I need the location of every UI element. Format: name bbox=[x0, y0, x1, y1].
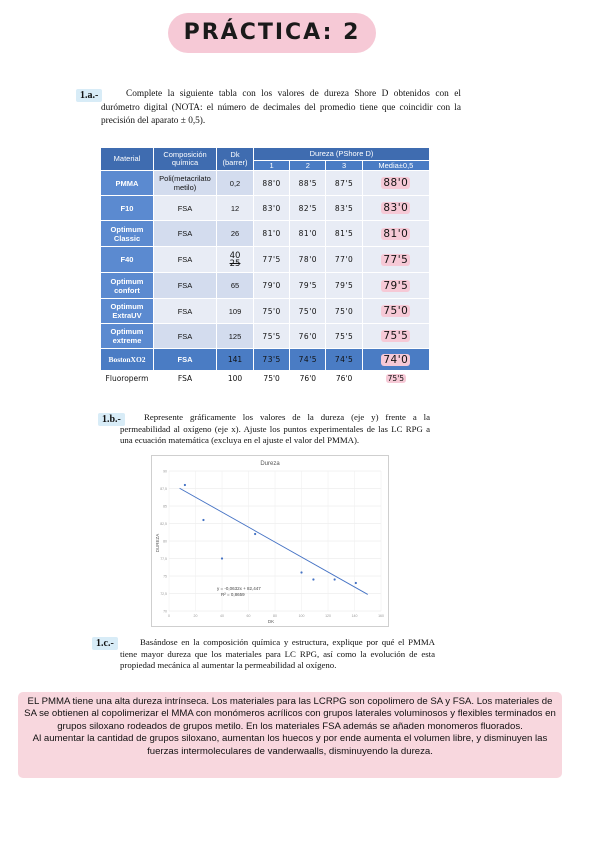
question-1a-text: Complete la siguiente tabla con los valores de dureza Shore D obtenidos con el durómetro digital (NOTA: el número de decimales del promedio tiene que coincidir con la precisión del aparato ± 0,5). bbox=[101, 89, 461, 126]
data-point bbox=[312, 578, 314, 580]
hardness-chart bbox=[151, 455, 389, 627]
row-value-2: 75'0 bbox=[290, 299, 326, 324]
row-dk: 141 bbox=[217, 349, 254, 371]
table-row bbox=[101, 221, 430, 247]
extra-dk: 100 bbox=[217, 371, 254, 387]
y-tick-label: 72,5 bbox=[160, 592, 167, 596]
y-axis-label: DUREZA bbox=[155, 533, 160, 553]
row-value-1: 75'5 bbox=[254, 324, 290, 349]
data-point bbox=[300, 571, 302, 573]
header-dk: Dk (barrer) bbox=[217, 148, 254, 171]
question-1a-number: 1.a.- bbox=[76, 89, 102, 102]
extra-media: 75'5 bbox=[387, 374, 405, 383]
table-row bbox=[101, 273, 430, 299]
extra-material: Fluoroperm bbox=[101, 371, 154, 387]
hardness-table bbox=[100, 147, 430, 387]
row-value-2: 81'0 bbox=[290, 221, 326, 247]
x-tick-label: 140 bbox=[351, 614, 358, 618]
row-value-2: 79'5 bbox=[290, 273, 326, 299]
table-row bbox=[101, 171, 430, 196]
y-tick-label: 87,5 bbox=[160, 487, 167, 491]
extra-value-2: 76'0 bbox=[290, 371, 326, 387]
row-value-3: 77'0 bbox=[326, 247, 362, 273]
row-dk: 109 bbox=[217, 299, 254, 324]
row-value-3: 83'5 bbox=[326, 196, 362, 221]
data-point bbox=[355, 582, 357, 584]
row-dk-crossed: 25 bbox=[229, 258, 241, 269]
row-dk: 125 bbox=[217, 324, 254, 349]
row-material: Optimum ExtraUV bbox=[101, 299, 154, 324]
extra-composition: FSA bbox=[154, 371, 217, 387]
row-composition: FSA bbox=[154, 299, 217, 324]
table-row-extra bbox=[101, 371, 430, 387]
row-value-3: 81'5 bbox=[326, 221, 362, 247]
row-value-3: 74'5 bbox=[326, 349, 362, 371]
answer-box bbox=[18, 692, 562, 778]
row-material: Optimum confort bbox=[101, 273, 154, 299]
y-tick-label: 82,5 bbox=[160, 522, 167, 526]
table-row bbox=[101, 196, 430, 221]
row-value-1: 75'0 bbox=[254, 299, 290, 324]
row-media: 81'0 bbox=[383, 227, 409, 240]
table-row bbox=[101, 299, 430, 324]
row-material: Optimum extreme bbox=[101, 324, 154, 349]
header-media: Media±0,5 bbox=[362, 161, 429, 171]
row-media: 83'0 bbox=[383, 202, 409, 214]
row-value-2: 76'0 bbox=[290, 324, 326, 349]
x-tick-label: 40 bbox=[220, 614, 224, 618]
data-point bbox=[202, 519, 204, 521]
row-composition: FSA bbox=[154, 221, 217, 247]
answer-text: EL PMMA tiene una alta dureza intrínseca. Los materiales para las LCRPG son copolimero de SA y FSA. Los materiales de SA se obtienen al copolimerizar el MMA con monómeros acrílicos con grupos laterales voluminosos y flexibles terminados en grupos siloxano rodeados de grupos metilo. En los materiales FSA además se añaden monomeros fluorados. Al aumentar la cantidad de grupos siloxano, aumentan los huecos y por ende aumenta el volumen libre, y disminuyen las fuerzas intermoleculares de vanderwaalls, disminuyendo la dureza. bbox=[24, 696, 556, 757]
row-material: Optimum Classic bbox=[101, 221, 154, 247]
row-material: BostonXO2 bbox=[101, 349, 154, 371]
trend-equation: y = -0,0632x + 82,447 bbox=[217, 586, 261, 591]
y-tick-label: 90 bbox=[163, 469, 167, 474]
table-row bbox=[101, 349, 430, 371]
data-point bbox=[184, 484, 186, 486]
x-tick-label: 0 bbox=[168, 614, 170, 618]
row-media: 79'5 bbox=[383, 279, 409, 292]
row-value-1: 83'0 bbox=[254, 196, 290, 221]
row-value-2: 88'5 bbox=[290, 171, 326, 196]
extra-value-1: 75'0 bbox=[254, 371, 290, 387]
x-axis-label: DK bbox=[267, 619, 275, 624]
row-media: 77'5 bbox=[383, 253, 409, 266]
table-row bbox=[101, 247, 430, 273]
chart-title: Dureza bbox=[260, 461, 280, 467]
y-tick-label: 70 bbox=[163, 609, 167, 614]
row-dk: 12 bbox=[217, 196, 254, 221]
question-1b-text: Represente gráficamente los valores de la dureza (eje y) frente a la permeabilidad al oxígeno (eje x). Ajuste los puntos experimentales de las LC RPG a una ecuación matemática (excluya en el ajuste el valor del PMMA). bbox=[120, 412, 430, 445]
row-value-3: 79'5 bbox=[326, 273, 362, 299]
row-composition: FSA bbox=[154, 247, 217, 273]
x-tick-label: 20 bbox=[193, 614, 198, 618]
row-media: 88'0 bbox=[383, 177, 409, 189]
row-value-1: 79'0 bbox=[254, 273, 290, 299]
header-dureza: Dureza (PShore D) bbox=[254, 148, 430, 161]
row-dk: 26 bbox=[217, 221, 254, 247]
x-tick-label: 160 bbox=[378, 614, 384, 618]
row-composition: FSA bbox=[154, 273, 217, 299]
page-title: PRÁCTICA: 2 bbox=[183, 20, 361, 45]
row-value-2: 74'5 bbox=[290, 349, 326, 371]
y-tick-label: 77,5 bbox=[160, 557, 167, 561]
row-composition: FSA bbox=[154, 196, 217, 221]
row-value-2: 78'0 bbox=[290, 247, 326, 273]
x-tick-label: 100 bbox=[298, 614, 305, 618]
row-value-2: 82'5 bbox=[290, 196, 326, 221]
header-col-2: 2 bbox=[290, 161, 326, 171]
row-media: 75'5 bbox=[383, 330, 409, 342]
x-tick-label: 120 bbox=[325, 614, 331, 618]
y-tick-label: 75 bbox=[163, 574, 167, 579]
row-material: PMMA bbox=[101, 171, 154, 196]
row-material: F10 bbox=[101, 196, 154, 221]
row-value-1: 88'0 bbox=[254, 171, 290, 196]
row-dk: 0,2 bbox=[217, 171, 254, 196]
x-tick-label: 80 bbox=[273, 614, 277, 618]
extra-value-3: 76'0 bbox=[326, 371, 362, 387]
header-col-3: 3 bbox=[326, 161, 362, 171]
row-value-3: 75'5 bbox=[326, 324, 362, 349]
data-point bbox=[334, 578, 336, 580]
question-1b-number: 1.b.- bbox=[98, 413, 125, 426]
y-tick-label: 85 bbox=[163, 504, 167, 509]
header-col-1: 1 bbox=[254, 161, 290, 171]
row-composition: FSA bbox=[154, 349, 217, 371]
data-point bbox=[221, 557, 223, 559]
x-tick-label: 60 bbox=[246, 614, 251, 618]
row-value-1: 73'5 bbox=[254, 349, 290, 371]
r-squared: R² = 0,8659 bbox=[221, 592, 245, 597]
row-composition: FSA bbox=[154, 324, 217, 349]
row-media: 75'0 bbox=[383, 305, 409, 317]
row-value-3: 75'0 bbox=[326, 299, 362, 324]
table-row bbox=[101, 324, 430, 349]
row-media: 74'0 bbox=[383, 353, 409, 366]
title-highlight bbox=[168, 13, 376, 53]
row-value-1: 77'5 bbox=[254, 247, 290, 273]
header-composicion: Composición química bbox=[154, 148, 217, 171]
y-tick-label: 80 bbox=[163, 539, 167, 544]
row-material: F40 bbox=[101, 247, 154, 273]
header-material: Material bbox=[101, 148, 154, 171]
question-1c-number: 1.c.- bbox=[92, 637, 118, 650]
row-composition: Poli(metacrilato metilo) bbox=[154, 171, 217, 196]
question-1c-text: Basándose en la composición química y estructura, explique por qué el PMMA tiene mayor dureza que los materiales para LC RPG, así como la evolución de esta propiedad mecánica al aumentar la permeabilidad al oxígeno. bbox=[120, 637, 435, 670]
row-value-1: 81'0 bbox=[254, 221, 290, 247]
row-dk: 40 bbox=[229, 250, 241, 261]
data-point bbox=[254, 533, 256, 535]
row-value-3: 87'5 bbox=[326, 171, 362, 196]
row-dk: 65 bbox=[217, 273, 254, 299]
